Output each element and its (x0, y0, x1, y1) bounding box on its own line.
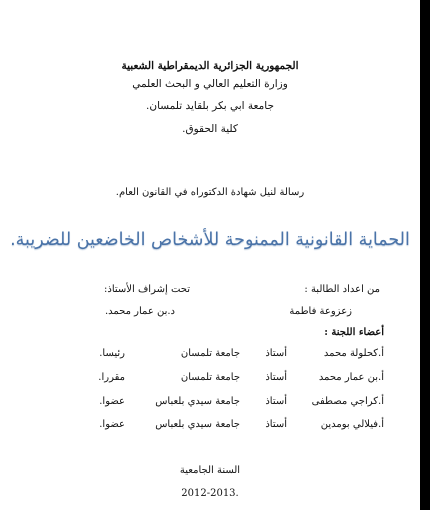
member-rank: أستاذ (265, 372, 287, 383)
member-institution: جامعة تلمسان (180, 372, 240, 383)
member-institution: جامعة تلمسان (180, 348, 240, 359)
member-role: مقررا. (98, 372, 125, 383)
degree-line: رسالة لنيل شهادة الدكتوراه في القانون العام. (115, 187, 305, 198)
member-name: أ.كراجي مصطفى (311, 396, 384, 407)
academic-year-value: 2012-2013. (181, 488, 239, 499)
member-rank: أستاذ (265, 348, 287, 359)
academic-year-label: السنة الجامعية (179, 465, 241, 476)
member-role: رئيسا. (99, 348, 125, 359)
supervisor-label: تحت إشراف الأستاذ: (104, 284, 190, 295)
member-name: أ.كحلولة محمد (323, 348, 384, 359)
member-name: أ.بن عمار محمد (318, 372, 384, 383)
member-rank: أستاذ (265, 396, 287, 407)
page-edge-shadow (420, 0, 430, 510)
member-role: عضوا. (99, 396, 125, 407)
member-institution: جامعة سيدي بلعباس (155, 396, 240, 407)
faculty-heading: كلية الحقوق. (182, 123, 238, 135)
thesis-title: الحماية القانونية الممنوحة للأشخاص الخاضعين للضريبة. (10, 230, 410, 250)
university-heading: جامعة ابي بكر بلقايد تلمسان. (146, 100, 274, 112)
member-rank: أستاذ (265, 419, 287, 430)
member-role: عضوا. (99, 419, 125, 430)
supervisor-name: د.بن عمار محمد. (104, 306, 175, 317)
ministry-heading: وزارة التعليم العالي و البحث العلمي (132, 78, 288, 90)
student-name: زعزوعة فاطمة (289, 306, 352, 317)
member-institution: جامعة سيدي بلعباس (155, 419, 240, 430)
republic-heading: الجمهورية الجزائرية الديمقراطية الشعبية (121, 60, 299, 72)
committee-heading: أعضاء اللجنة : (324, 327, 384, 338)
student-label: من اعداد الطالبة : (304, 284, 380, 295)
member-name: أ.فيلالي بومدين (320, 419, 384, 430)
